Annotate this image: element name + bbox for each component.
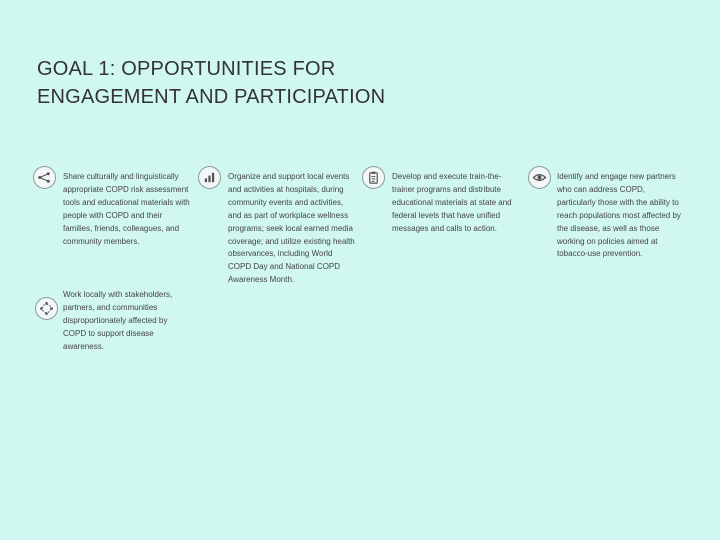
goal-item-text: Share culturally and linguistically appropriate COPD risk assessment tools and educational materials with people with COPD and their families, friends, colleagues, and community members.	[63, 172, 190, 246]
eye-icon	[528, 166, 551, 189]
clipboard-icon	[362, 166, 385, 189]
goal-item-text: Identify and engage new partners who can address COPD, particularly those with the ability to reach populations most affected by the disease, as well as those working on policies aimed at tobacco-use prevention.	[557, 172, 681, 259]
community-circle-icon	[35, 297, 58, 320]
goal-item-text: Organize and support local events and activities at hospitals, during community events and activities, and as part of workplace wellness programs; seek local earned media coverage; and utilize existing health observances, including World COPD Day and National COPD Awareness Month.	[228, 172, 355, 285]
slide-title	[37, 55, 385, 111]
slide-title-line-1: GOAL 1: OPPORTUNITIES FOR	[37, 58, 336, 80]
goal-item-text: Develop and execute train-the-trainer programs and distribute educational materials at state and federal levels that have unified messages and calls to action.	[392, 172, 512, 233]
bar-chart-icon	[198, 166, 221, 189]
network-nodes-icon	[33, 166, 56, 189]
goal-item-text: Work locally with stakeholders, partners, and communities disproportionately affected by COPD to support disease awareness.	[63, 290, 173, 351]
slide-title-line-2: ENGAGEMENT AND PARTICIPATION	[37, 86, 386, 108]
